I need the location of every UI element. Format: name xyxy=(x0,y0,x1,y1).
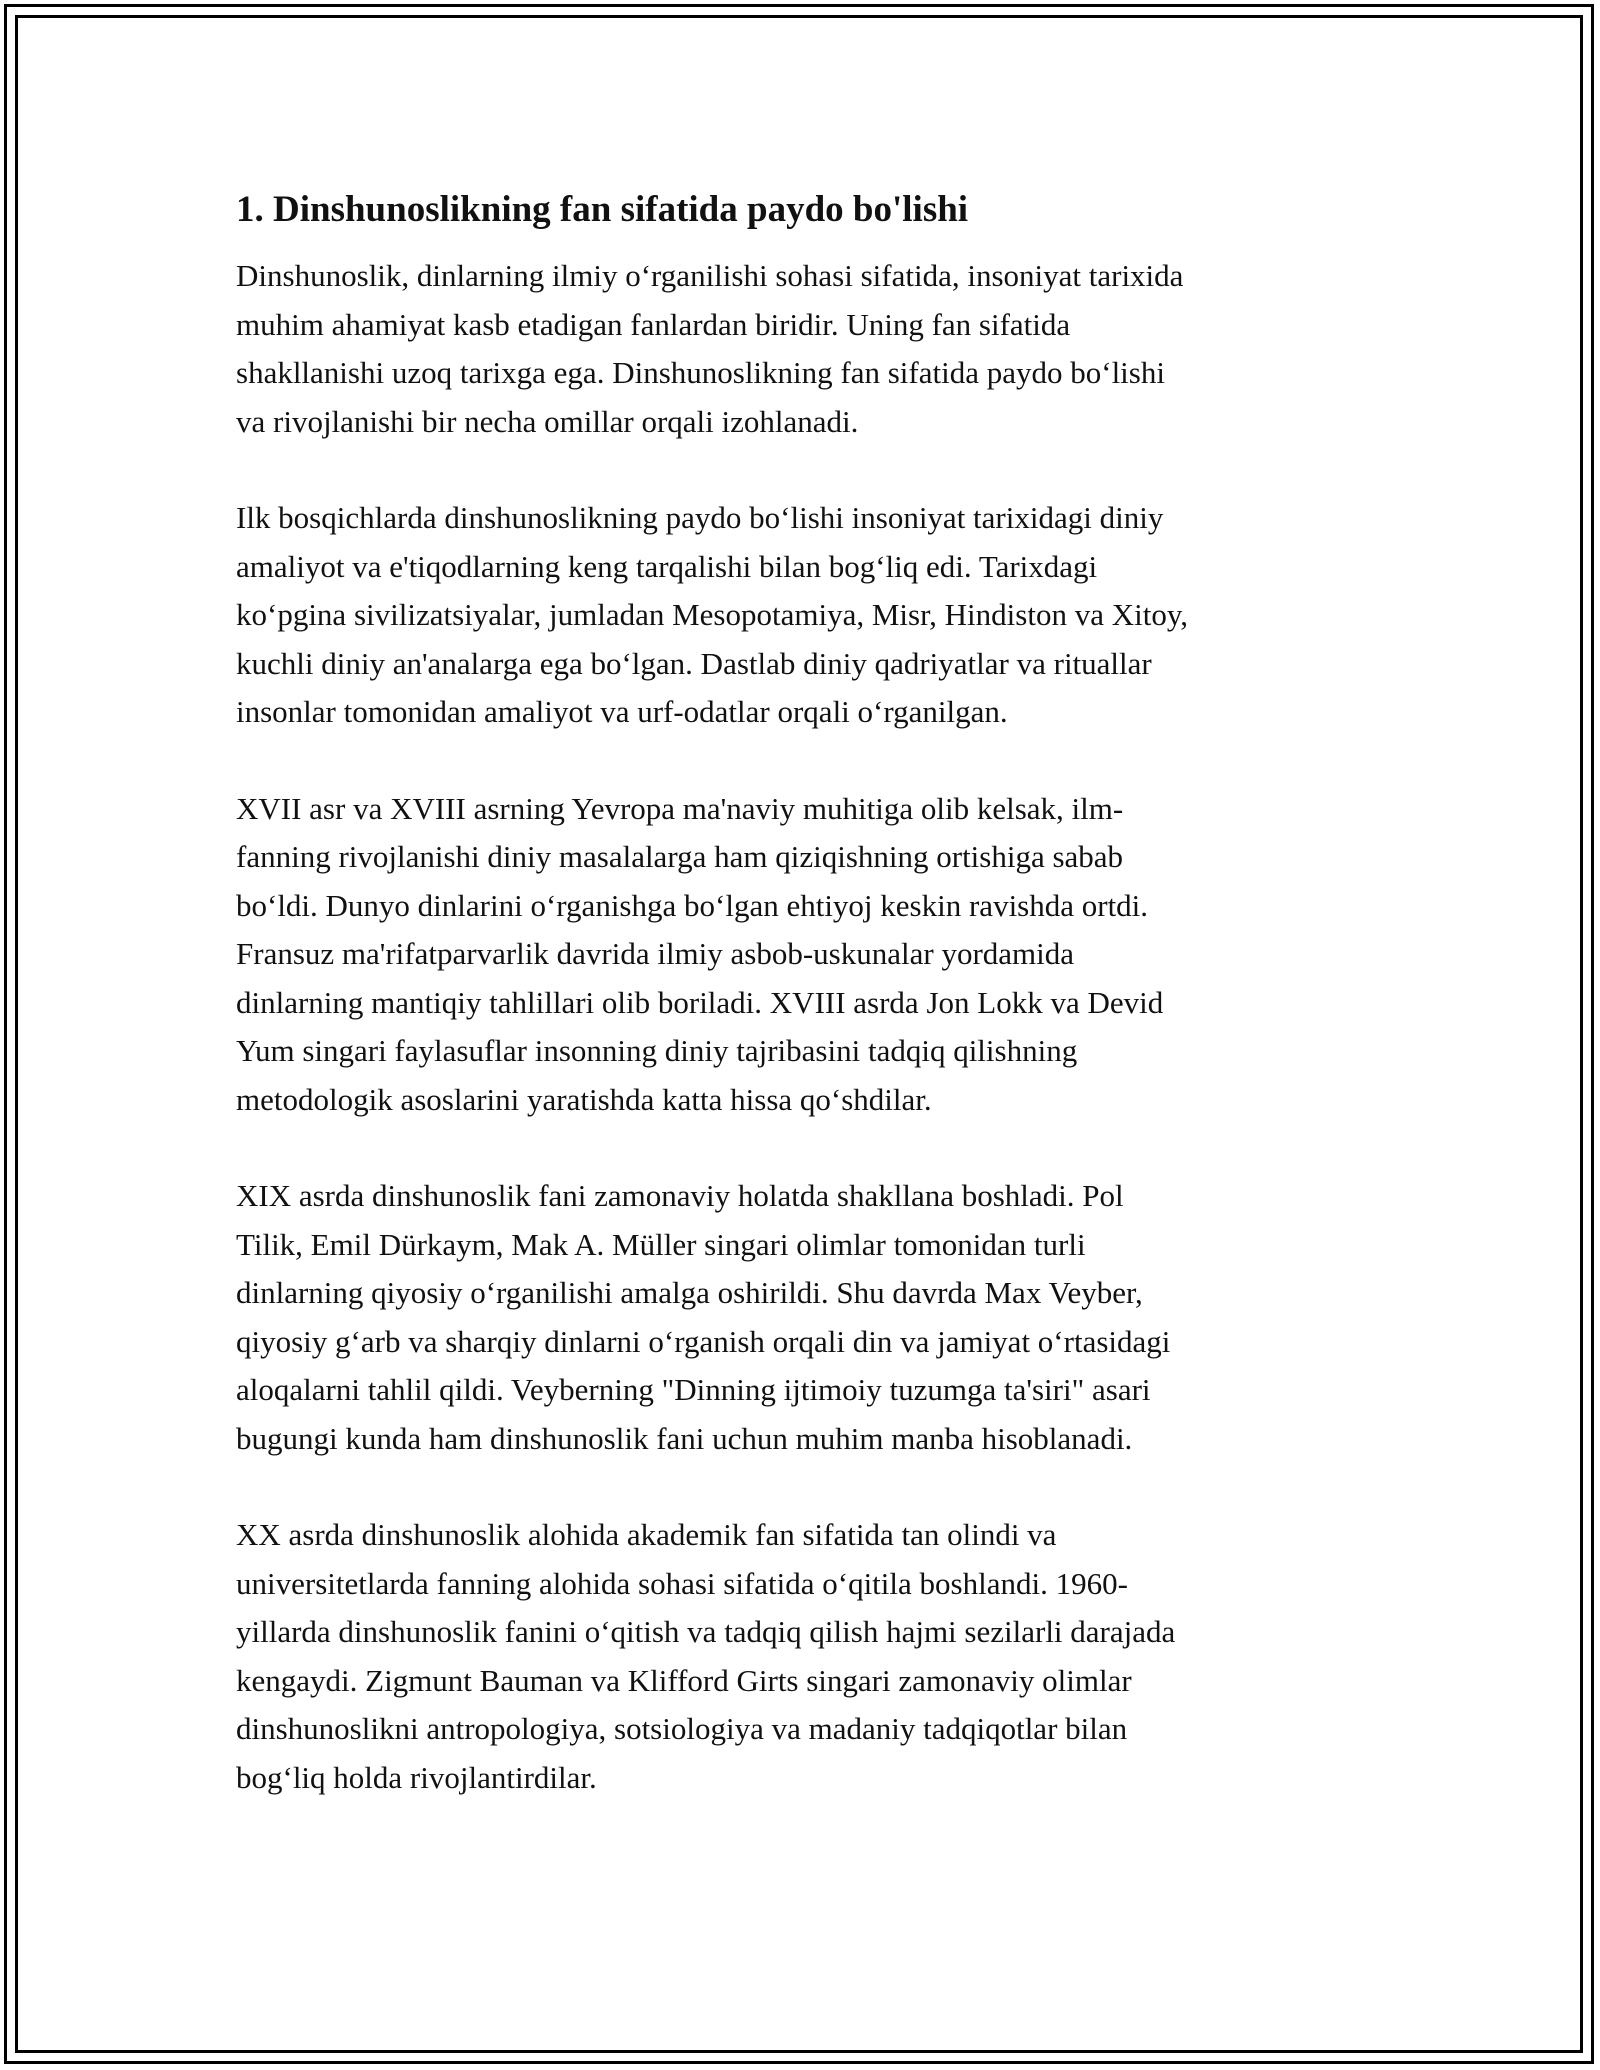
paragraph-2 xyxy=(236,494,1366,737)
paragraph-line: Ilk bosqichlarda dinshunoslikning paydo bo‘lishi insoniyat tarixidagi diniy xyxy=(236,500,1164,535)
paragraph-line: aloqalarni tahlil qildi. Veyberning "Dinning ijtimoiy tuzumga ta'siri" asari xyxy=(236,1372,1151,1407)
paragraph-line: Yum singari faylasuflar insonning diniy tajribasini tadqiq qilishning xyxy=(236,1033,1078,1068)
paragraph-line: Tilik, Emil Dürkaym, Mak A. Müller singari olimlar tomonidan turli xyxy=(236,1226,1086,1262)
paragraph-line: kengaydi. Zigmunt Bauman va Klifford Girts singari zamonaviy olimlar xyxy=(236,1662,1132,1698)
paragraph-line: XVII asr va XVIII asrning Yevropa ma'naviy muhitiga olib kelsak, ilm- xyxy=(236,790,1124,826)
paragraph-line: muhim ahamiyat kasb etadigan fanlardan biridir. Uning fan sifatida xyxy=(236,306,1071,342)
paragraph-line: yillarda dinshunoslik fanini o‘qitish va tadqiq qilish hajmi sezilarli darajada xyxy=(236,1614,1176,1649)
paragraph-line: XIX asrda dinshunoslik fani zamonaviy holatda shakllana boshladi. Pol xyxy=(236,1178,1124,1213)
paragraph-line: dinshunoslikni antropologiya, sotsiologiya va madaniy tadqiqotlar bilan xyxy=(236,1711,1128,1746)
paragraph-line: XX asrda dinshunoslik alohida akademik fan sifatida tan olindi va xyxy=(236,1517,1057,1552)
paragraph-line: bog‘liq holda rivojlantirdilar. xyxy=(236,1759,597,1795)
paragraph-line: qiyosiy g‘arb va sharqiy dinlarni o‘rganish orqali din va jamiyat o‘rtasidagi xyxy=(236,1323,1171,1359)
paragraph-line: dinlarning qiyosiy o‘rganilishi amalga oshirildi. Shu davrda Max Veyber, xyxy=(236,1275,1143,1310)
paragraph-line: amaliyot va e'tiqodlarning keng tarqalishi bilan bog‘liq edi. Tarixdagi xyxy=(236,548,1098,584)
paragraph-5 xyxy=(236,1511,1366,1802)
paragraph-line: universitetlarda fanning alohida sohasi sifatida o‘qitila boshlandi. 1960- xyxy=(236,1565,1128,1601)
paragraph-1 xyxy=(236,252,1366,446)
paragraph-line: dinlarning mantiqiy tahlillari olib boriladi. XVIII asrda Jon Lokk va Devid xyxy=(236,984,1164,1020)
paragraph-line: Dinshunoslik, dinlarning ilmiy o‘rganilishi sohasi sifatida, insoniyat tarixida xyxy=(236,258,1184,293)
paragraph-line: va rivojlanishi bir necha omillar orqali izohlanadi. xyxy=(236,403,859,439)
document-body xyxy=(236,186,1366,1850)
paragraph-line: metodologik asoslarini yaratishda katta hissa qo‘shdilar. xyxy=(236,1081,932,1117)
paragraph-line: bo‘ldi. Dunyo dinlarini o‘rganishga bo‘lgan ehtiyoj keskin ravishda ortdi. xyxy=(236,887,1149,923)
paragraph-line: insonlar tomonidan amaliyot va urf-odatlar orqali o‘rganilgan. xyxy=(236,694,1008,729)
paragraph-4 xyxy=(236,1172,1366,1463)
paragraph-line: ko‘pgina sivilizatsiyalar, jumladan Mesopotamiya, Misr, Hindiston va Xitoy, xyxy=(236,597,1189,632)
paragraph-line: shakllanishi uzoq tarixga ega. Dinshunoslikning fan sifatida paydo bo‘lishi xyxy=(236,355,1165,390)
paragraph-line: bugungi kunda ham dinshunoslik fani uchun muhim manba hisoblanadi. xyxy=(236,1420,1133,1456)
paragraph-3 xyxy=(236,785,1366,1125)
document-title: 1. Dinshunoslikning fan sifatida paydo bo'lishi xyxy=(236,189,969,230)
paragraph-line: fanning rivojlanishi diniy masalalarga ham qiziqishning ortishiga sabab xyxy=(236,839,1124,874)
paragraph-line: kuchli diniy an'analarga ega bo‘lgan. Dastlab diniy qadriyatlar va rituallar xyxy=(236,645,1152,681)
paragraph-line: Fransuz ma'rifatparvarlik davrida ilmiy asbob-uskunalar yordamida xyxy=(236,936,1075,971)
